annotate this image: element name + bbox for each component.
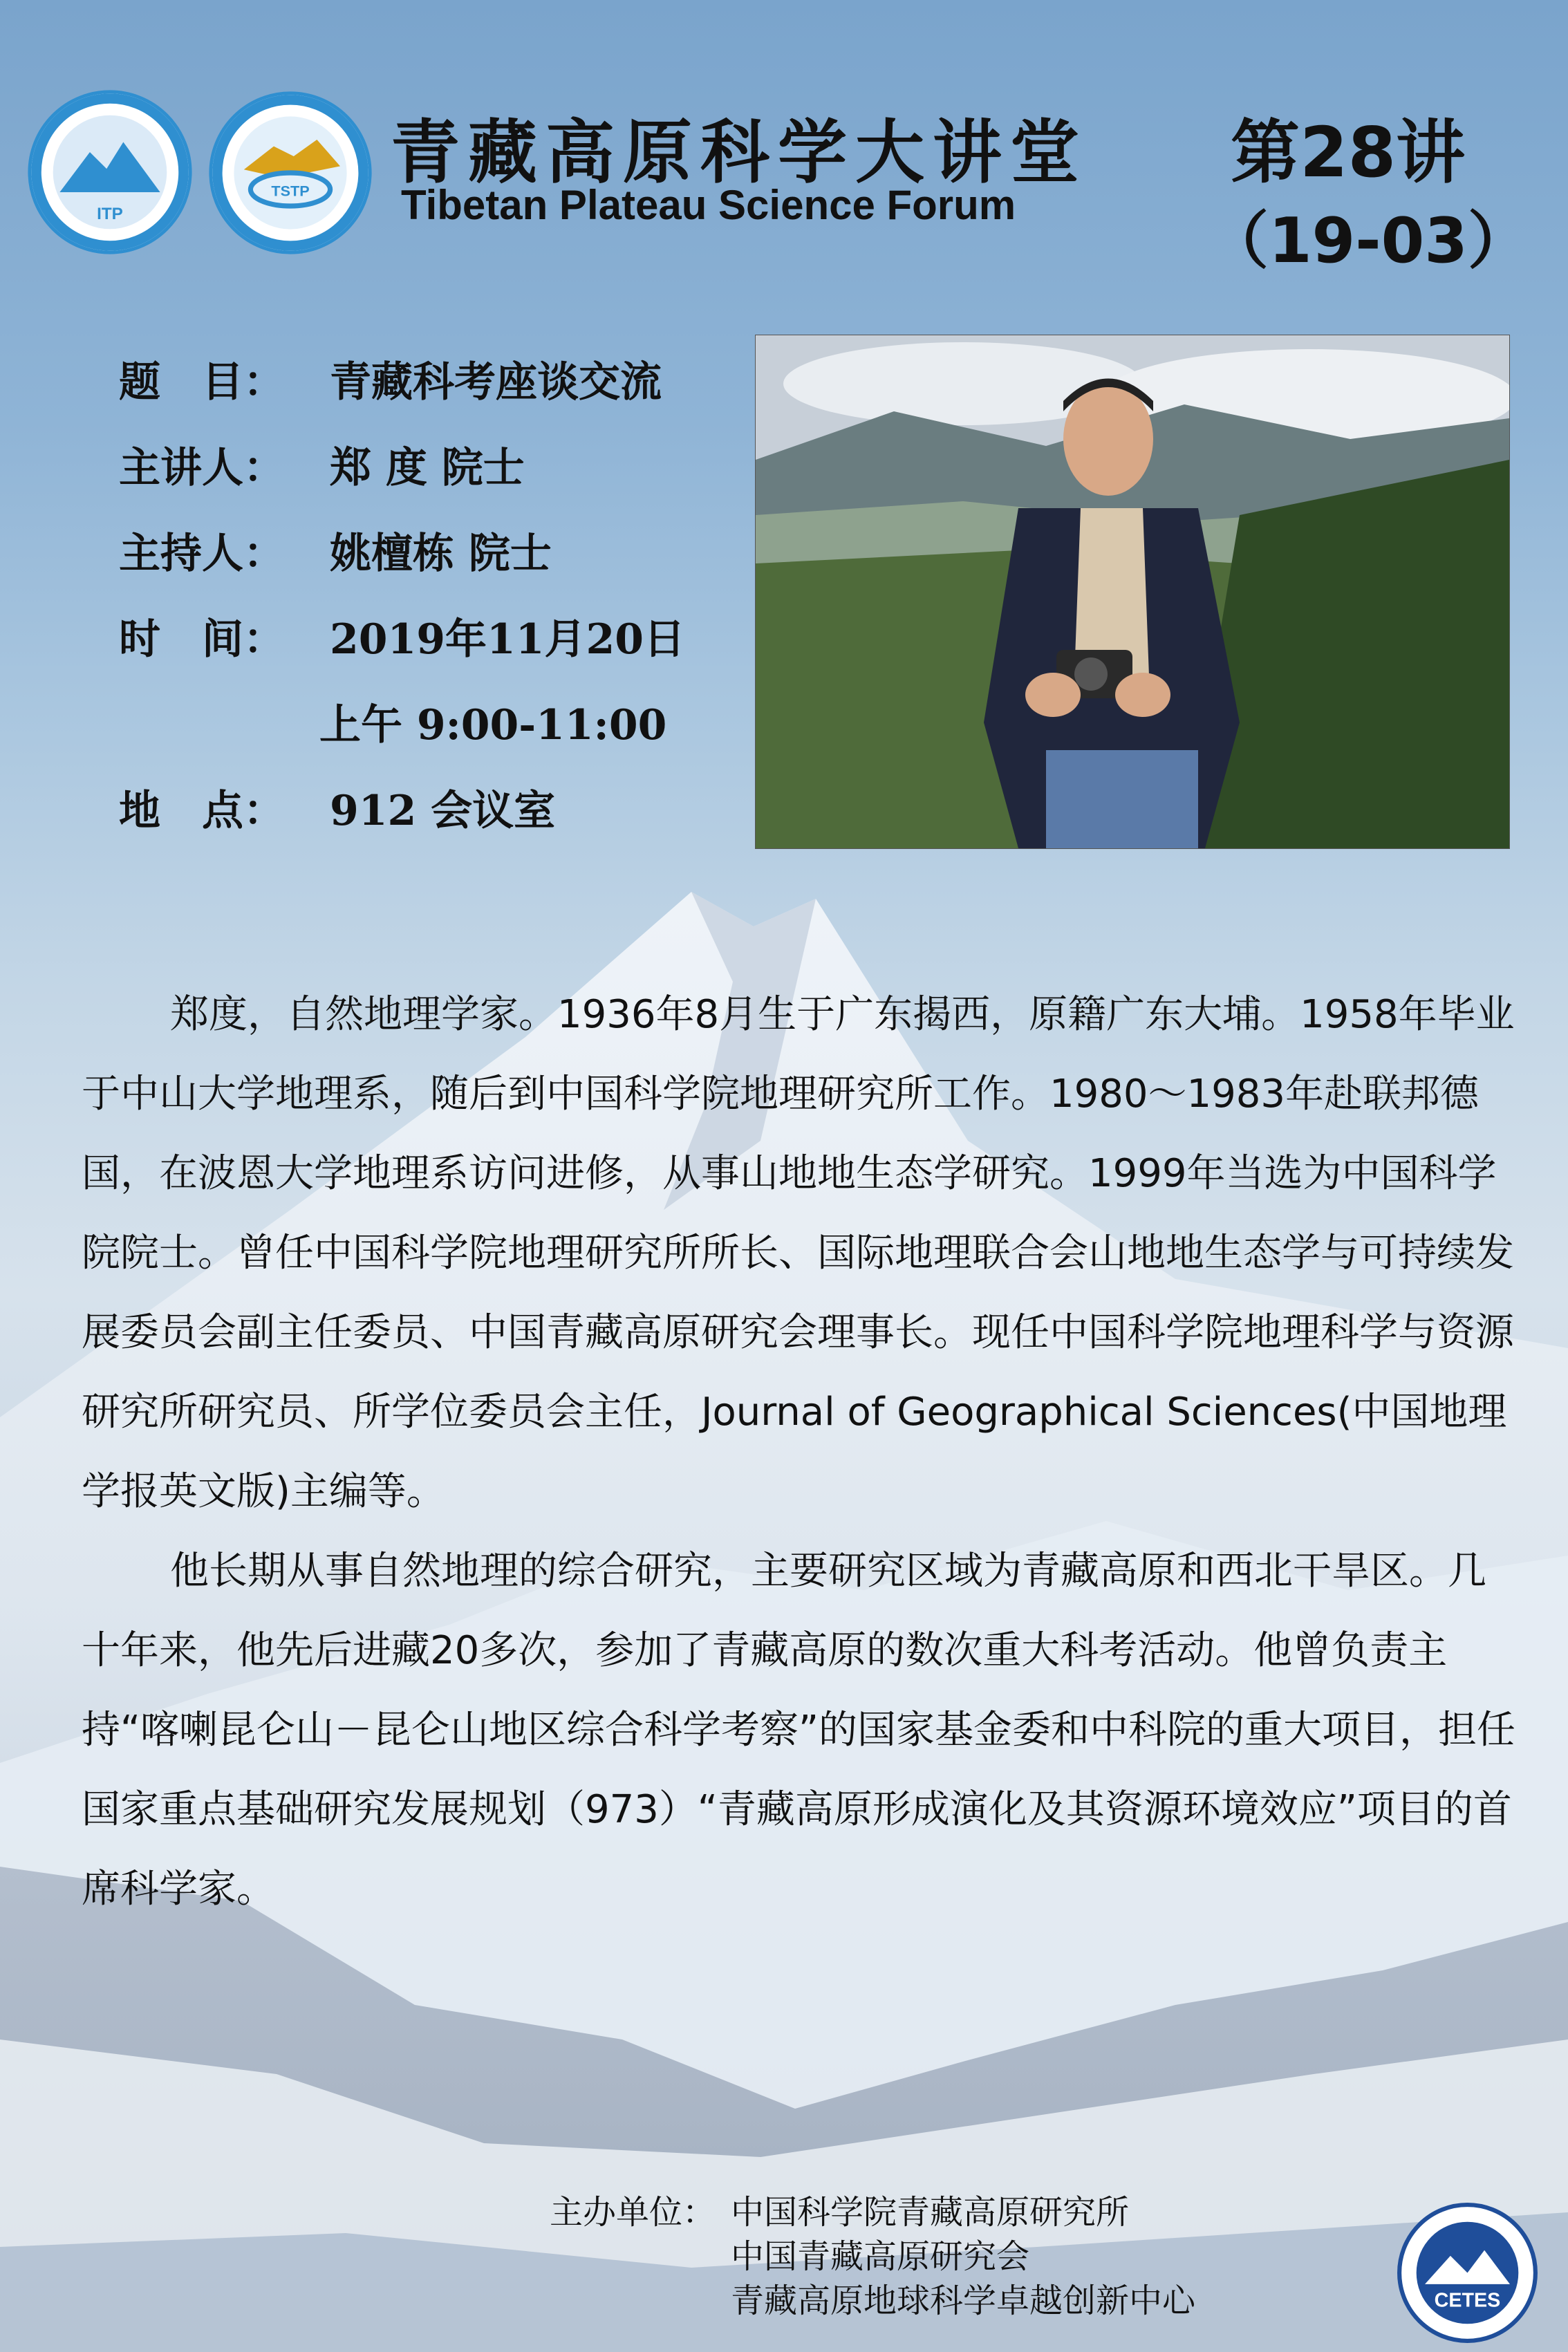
cetes-logo-text: CETES xyxy=(1434,2289,1501,2312)
speaker-label: 主讲人： xyxy=(119,444,285,492)
place-label: 地 点： xyxy=(119,787,285,835)
organizer-item: 中国科学院青藏高原研究所 xyxy=(731,2193,1130,2232)
host-label: 主持人： xyxy=(119,530,285,578)
forum-title-en: Tibetan Plateau Science Forum xyxy=(401,182,1016,228)
tstp-logo-text: TSTP xyxy=(271,182,310,200)
organizer-item: 中国青藏高原研究会 xyxy=(731,2237,1030,2276)
lecture-number: 第28讲 xyxy=(1231,112,1466,193)
time-label: 时 间： xyxy=(119,615,285,664)
organizers-label: 主办单位： xyxy=(550,2193,716,2232)
speaker-biography xyxy=(82,975,1520,1929)
time-hours: 上午 9:00-11:00 xyxy=(319,701,667,749)
bio-paragraph-2: 他长期从事自然地理的综合研究，主要研究区域为青藏高原和西北干旱区。几十年来，他先后进藏20多次，参加了青藏高原的数次重大科考活动。他曾负责主持“喀喇昆仑山－昆仑山地区综合科学考察”的国家基金委和中科院的重大项目，担任国家重点基础研究发展规划（973）“青藏高原形成演化及其资源环境效应”项目的首席科学家。 xyxy=(82,1549,1516,1912)
speaker-photo xyxy=(755,335,1510,849)
forum-title-cn: 青藏高原科学大讲堂 xyxy=(391,111,1088,193)
organizer-item: 青藏高原地球科学卓越创新中心 xyxy=(731,2281,1196,2320)
time-date: 2019年11月20日 xyxy=(330,615,685,664)
place-value: 912 会议室 xyxy=(330,787,556,835)
speaker-value: 郑 度 院士 xyxy=(330,444,525,492)
host-value: 姚檀栋 院士 xyxy=(330,530,552,578)
itp-logo-text: ITP xyxy=(97,204,123,223)
cetes-logo xyxy=(1397,2202,1538,2344)
lecture-code: （19-03） xyxy=(1206,205,1530,277)
topic-value: 青藏科考座谈交流 xyxy=(330,358,662,407)
bio-paragraph-1: 郑度，自然地理学家。1936年8月生于广东揭西，原籍广东大埔。1958年毕业于中山大学地理系，随后到中国科学院地理研究所工作。1980～1983年赴联邦德国，在波恩大学地理系访问进修，从事山地地生态学研究。1999年当选为中国科学院院士。曾任中国科学院地理研究所所长、国际地理联合会山地地生态学与可持续发展委员会副主任委员、中国青藏高原研究会理事长。现任中国科学院地理科学与资源研究所研究员、所学位委员会主任，Journal of Geographical Sciences(中国地理学报英文版)主编等。 xyxy=(82,992,1515,1514)
tstp-society-logo xyxy=(207,90,373,256)
topic-label: 题 目： xyxy=(119,358,285,407)
itp-logo xyxy=(26,88,194,256)
